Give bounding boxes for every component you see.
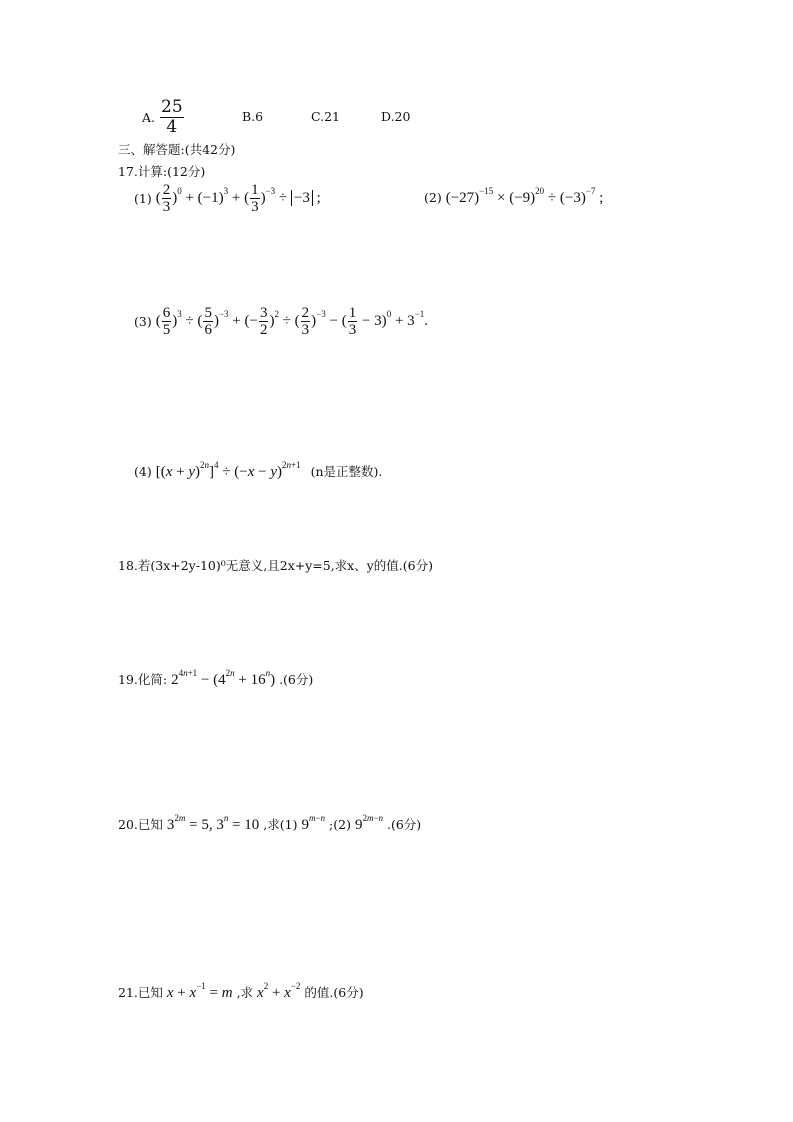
q19-expression: $2^{4n+1} - (4^{2n} + 16^n)$ bbox=[171, 668, 276, 688]
option-a-denominator: 4 bbox=[166, 117, 178, 137]
q17-part1-label: (1) bbox=[134, 190, 152, 206]
section-title: 三、解答题:(共42分) bbox=[118, 142, 236, 157]
q20-part1-expression: $9^{m-n}$ bbox=[301, 813, 326, 833]
q19 bbox=[118, 670, 313, 689]
option-b: B.6 bbox=[242, 109, 264, 124]
q21-given: $x + x^{-1} = m$ bbox=[166, 981, 233, 1001]
q19-suffix: .(6分) bbox=[279, 672, 314, 687]
q21-suffix: 的值.(6分) bbox=[304, 985, 364, 1000]
option-c: C.21 bbox=[311, 109, 340, 124]
q18-text: 18.若(3x+2y-10)⁰无意义,且2x+y=5,求x、y的值.(6分) bbox=[118, 558, 433, 573]
q17-part2-label: (2) bbox=[424, 190, 442, 205]
q21-prefix: 21.已知 bbox=[118, 985, 163, 1000]
q17-part2-expression: $(-27)^{-15} \times (-9)^{20} \div (-3)^{-7}$ ; bbox=[445, 186, 604, 206]
q20 bbox=[118, 815, 421, 834]
q20-prefix: 20.已知 bbox=[118, 817, 163, 832]
q17-part4-note: (n是正整数). bbox=[310, 464, 383, 479]
option-a-fraction bbox=[160, 98, 184, 137]
option-a-numerator: 25 bbox=[161, 97, 183, 117]
q20-mid2: ;(2) bbox=[329, 817, 351, 832]
q17-part2 bbox=[424, 186, 604, 207]
q17-part4-label: (4) bbox=[134, 464, 152, 479]
q17-part1 bbox=[134, 182, 321, 215]
q17-part4-expression: $[(x + y)^{2n}]^4 \div (-x - y)^{2n+1}$ bbox=[155, 460, 301, 480]
q20-suffix: .(6分) bbox=[387, 817, 422, 832]
q19-prefix: 19.化简: bbox=[118, 672, 168, 687]
q17-part1-expression: ( $\frac{2}{3}$ )$^0 + (-1)^3$ + ( $\frac{1}{3}$ )$^{-3}$ ÷ −3 ; bbox=[155, 182, 321, 215]
q20-given: $3^{2m} = 5$, $3^n = 10$ bbox=[166, 813, 260, 833]
q17-title: 17.计算:(12分) bbox=[118, 164, 206, 179]
q17-part3 bbox=[134, 305, 428, 338]
q17-part4 bbox=[134, 462, 382, 481]
option-a bbox=[142, 98, 185, 137]
q20-mid: ,求(1) bbox=[263, 817, 298, 832]
q21-expression: $x^2 + x^{-2}$ bbox=[257, 981, 301, 1001]
q17-part3-label: (3) bbox=[134, 313, 152, 329]
q20-part2-expression: $9^{2m-n}$ bbox=[354, 813, 384, 833]
option-d: D.20 bbox=[381, 109, 411, 124]
q17-part3-expression: ( $\frac{6}{5}$ )$^3$ ÷ ( $\frac{5}{6}$ )$^{-3}$ + (− $\frac{3}{2}$ )$^2$ ÷ ( $\frac{2}{3}$ )$^{-3}$ − ( $\frac{1}{3}$ − $3)^0 + 3^{-1}$. bbox=[155, 305, 428, 338]
option-a-label: A. bbox=[142, 110, 156, 125]
q21 bbox=[118, 983, 364, 1002]
q21-mid: ,求 bbox=[236, 985, 254, 1000]
